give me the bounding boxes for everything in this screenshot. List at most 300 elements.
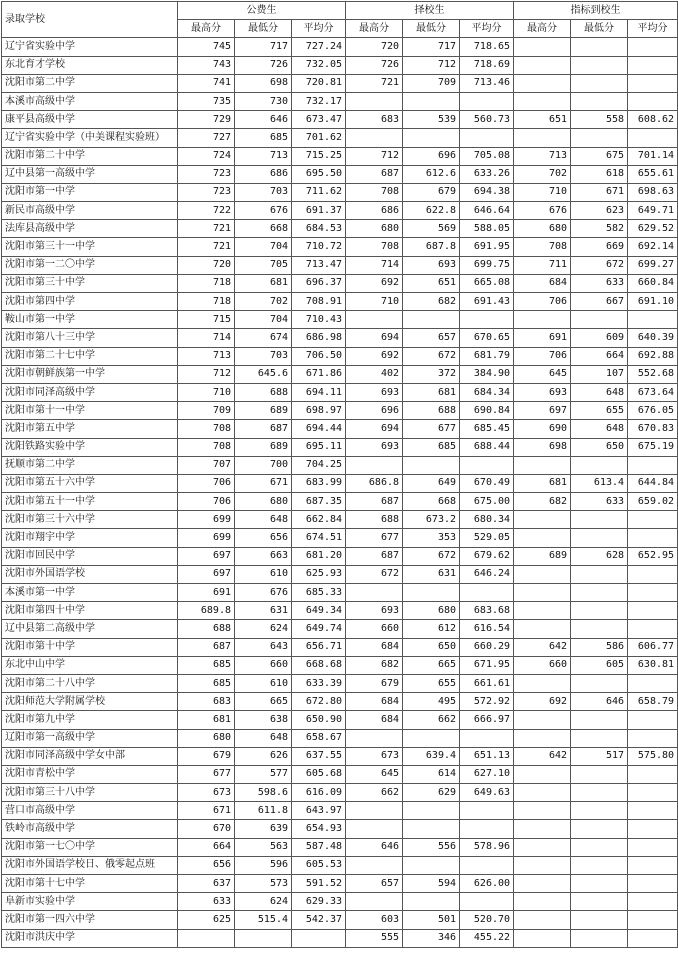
quota-avg-cell: 652.95 [628,547,678,565]
school-name-cell: 沈阳市第二十中学 [2,147,178,165]
quota-avg-cell: 575.80 [628,747,678,765]
public-min-cell: 643 [235,638,292,656]
quota-avg-cell: 698.63 [628,183,678,201]
school-name-cell: 营口市高级中学 [2,802,178,820]
quota-min-cell: 558 [571,111,628,129]
choice-avg-cell: 520.70 [460,911,514,929]
choice-min-cell: 682 [403,293,460,311]
public-min-cell: 676 [235,584,292,602]
choice-avg-cell [460,856,514,874]
public-min-cell: 726 [235,56,292,74]
school-name-cell: 沈阳市第五十六中学 [2,474,178,492]
quota-avg-cell: 691.10 [628,293,678,311]
choice-avg-cell: 691.43 [460,293,514,311]
quota-min-cell: 633 [571,274,628,292]
choice-min-cell: 712 [403,56,460,74]
table-row [2,729,678,747]
public-min-cell: 626 [235,747,292,765]
quota-max-cell: 693 [514,383,571,401]
sub-header-avg: 平均分 [628,20,678,38]
quota-min-cell [571,311,628,329]
quota-min-cell [571,584,628,602]
quota-avg-cell: 606.77 [628,638,678,656]
quota-max-cell [514,38,571,56]
school-name-cell: 沈阳市外国语学校 [2,565,178,583]
choice-avg-cell: 694.38 [460,183,514,201]
choice-min-cell: 649 [403,474,460,492]
table-row [2,765,678,783]
public-min-cell: 687 [235,420,292,438]
public-avg-cell: 701.62 [292,129,346,147]
quota-min-cell: 609 [571,329,628,347]
quota-avg-cell [628,602,678,620]
choice-avg-cell: 572.92 [460,693,514,711]
public-avg-cell: 694.44 [292,420,346,438]
quota-min-cell: 672 [571,256,628,274]
choice-avg-cell: 633.26 [460,165,514,183]
choice-min-cell [403,856,460,874]
choice-min-cell: 650 [403,638,460,656]
choice-max-cell: 677 [346,529,403,547]
public-max-cell: 683 [178,693,235,711]
choice-min-cell: 594 [403,875,460,893]
choice-min-cell: 672 [403,547,460,565]
choice-min-cell: 673.2 [403,511,460,529]
quota-avg-cell [628,893,678,911]
school-name-cell: 沈阳市第五中学 [2,420,178,438]
choice-min-cell: 693 [403,256,460,274]
public-min-cell: 702 [235,293,292,311]
quota-max-cell: 713 [514,147,571,165]
school-name-cell: 沈阳师范大学附属学校 [2,693,178,711]
quota-avg-cell [628,38,678,56]
public-avg-cell: 708.91 [292,293,346,311]
public-avg-cell: 686.98 [292,329,346,347]
public-avg-cell: 616.09 [292,784,346,802]
choice-max-cell: 686.8 [346,474,403,492]
choice-max-cell: 694 [346,420,403,438]
quota-min-cell [571,911,628,929]
quota-min-cell: 623 [571,202,628,220]
quota-max-cell [514,511,571,529]
choice-avg-cell: 616.54 [460,620,514,638]
table-row [2,474,678,492]
public-max-cell: 685 [178,656,235,674]
choice-max-cell: 682 [346,656,403,674]
quota-avg-cell: 699.27 [628,256,678,274]
quota-avg-cell [628,584,678,602]
choice-avg-cell: 649.63 [460,784,514,802]
quota-min-cell [571,893,628,911]
school-name-cell: 沈阳市第十一中学 [2,402,178,420]
choice-min-cell [403,456,460,474]
public-max-cell: 625 [178,911,235,929]
quota-min-cell: 628 [571,547,628,565]
choice-avg-cell: 699.75 [460,256,514,274]
choice-min-cell: 709 [403,74,460,92]
choice-max-cell [346,802,403,820]
quota-max-cell [514,602,571,620]
quota-avg-cell [628,856,678,874]
quota-max-cell: 682 [514,493,571,511]
public-min-cell: 730 [235,92,292,110]
choice-max-cell: 684 [346,638,403,656]
public-min-cell: 689 [235,438,292,456]
choice-max-cell: 693 [346,383,403,401]
public-avg-cell: 658.67 [292,729,346,747]
choice-min-cell [403,311,460,329]
public-avg-cell: 684.53 [292,220,346,238]
quota-max-cell [514,674,571,692]
quota-avg-cell: 658.79 [628,693,678,711]
quota-max-cell: 676 [514,202,571,220]
choice-max-cell: 708 [346,238,403,256]
choice-avg-cell [460,129,514,147]
public-max-cell: 681 [178,711,235,729]
public-avg-cell: 696.37 [292,274,346,292]
quota-max-cell [514,911,571,929]
public-avg-cell: 691.37 [292,202,346,220]
table-row [2,929,678,947]
quota-avg-cell: 644.84 [628,474,678,492]
quota-max-cell: 680 [514,220,571,238]
choice-min-cell [403,802,460,820]
quota-min-cell: 586 [571,638,628,656]
public-avg-cell: 671.86 [292,365,346,383]
public-max-cell: 743 [178,56,235,74]
public-avg-cell: 637.55 [292,747,346,765]
quota-max-cell [514,893,571,911]
table-row [2,584,678,602]
school-name-cell: 东北中山中学 [2,656,178,674]
school-name-cell: 沈阳市第一七〇中学 [2,838,178,856]
quota-min-cell [571,511,628,529]
public-min-cell: 668 [235,220,292,238]
choice-max-cell: 683 [346,111,403,129]
quota-avg-cell [628,875,678,893]
choice-min-cell: 372 [403,365,460,383]
choice-min-cell: 631 [403,565,460,583]
quota-avg-cell [628,838,678,856]
quota-max-cell [514,802,571,820]
quota-avg-cell [628,456,678,474]
school-name-cell: 沈阳铁路实验中学 [2,438,178,456]
quota-avg-cell: 552.68 [628,365,678,383]
public-avg-cell [292,929,346,947]
public-avg-cell: 694.11 [292,383,346,401]
choice-min-cell: 655 [403,674,460,692]
quota-avg-cell: 659.02 [628,493,678,511]
quota-min-cell: 646 [571,693,628,711]
choice-max-cell: 693 [346,438,403,456]
choice-min-cell: 501 [403,911,460,929]
public-max-cell: 712 [178,365,235,383]
table-row [2,220,678,238]
school-name-cell: 辽中县第二高级中学 [2,620,178,638]
table-row [2,438,678,456]
school-name-cell: 沈阳市第二十七中学 [2,347,178,365]
choice-avg-cell [460,456,514,474]
quota-max-cell: 698 [514,438,571,456]
public-min-cell: 645.6 [235,365,292,383]
public-avg-cell: 720.81 [292,74,346,92]
choice-avg-cell: 683.68 [460,602,514,620]
choice-avg-cell: 705.08 [460,147,514,165]
public-min-cell: 703 [235,183,292,201]
choice-avg-cell: 660.29 [460,638,514,656]
quota-avg-cell: 670.83 [628,420,678,438]
choice-avg-cell: 670.65 [460,329,514,347]
quota-avg-cell [628,729,678,747]
group-header-choice: 择校生 [346,2,514,20]
public-max-cell [178,929,235,947]
public-min-cell: 698 [235,74,292,92]
table-row [2,420,678,438]
public-min-cell: 713 [235,147,292,165]
quota-min-cell: 605 [571,656,628,674]
choice-min-cell [403,129,460,147]
choice-min-cell: 696 [403,147,460,165]
choice-min-cell: 495 [403,693,460,711]
public-max-cell: 691 [178,584,235,602]
table-row [2,56,678,74]
public-min-cell: 624 [235,620,292,638]
public-max-cell: 745 [178,38,235,56]
table-row [2,493,678,511]
choice-avg-cell: 665.08 [460,274,514,292]
choice-avg-cell: 713.46 [460,74,514,92]
public-max-cell: 710 [178,383,235,401]
public-max-cell: 721 [178,238,235,256]
quota-avg-cell [628,929,678,947]
public-max-cell: 720 [178,256,235,274]
choice-avg-cell: 560.73 [460,111,514,129]
choice-max-cell: 402 [346,365,403,383]
public-max-cell: 677 [178,765,235,783]
choice-max-cell: 720 [346,38,403,56]
quota-avg-cell: 655.61 [628,165,678,183]
table-row [2,838,678,856]
school-name-cell: 辽中县第一高级中学 [2,165,178,183]
public-max-cell: 723 [178,165,235,183]
public-min-cell: 665 [235,693,292,711]
choice-avg-cell: 651.13 [460,747,514,765]
public-avg-cell: 710.43 [292,311,346,329]
choice-avg-cell [460,729,514,747]
choice-avg-cell: 718.65 [460,38,514,56]
school-name-cell: 康平县高级中学 [2,111,178,129]
school-name-cell: 沈阳市同泽高级中学女中部 [2,747,178,765]
choice-avg-cell [460,893,514,911]
public-min-cell: 610 [235,674,292,692]
choice-avg-cell: 685.45 [460,420,514,438]
choice-min-cell: 662 [403,711,460,729]
sub-header-avg: 平均分 [292,20,346,38]
table-row [2,856,678,874]
choice-avg-cell: 680.34 [460,511,514,529]
quota-max-cell [514,875,571,893]
public-max-cell: 714 [178,329,235,347]
quota-min-cell [571,56,628,74]
public-min-cell: 704 [235,238,292,256]
table-row [2,674,678,692]
quota-min-cell [571,820,628,838]
public-min-cell: 577 [235,765,292,783]
table-row [2,875,678,893]
school-name-cell: 东北育才学校 [2,56,178,74]
quota-max-cell: 711 [514,256,571,274]
public-max-cell: 718 [178,293,235,311]
quota-avg-cell [628,820,678,838]
quota-avg-cell [628,765,678,783]
public-max-cell: 633 [178,893,235,911]
quota-max-cell: 708 [514,238,571,256]
public-min-cell: 681 [235,274,292,292]
choice-max-cell: 645 [346,765,403,783]
choice-min-cell: 622.8 [403,202,460,220]
choice-avg-cell [460,311,514,329]
public-avg-cell: 695.11 [292,438,346,456]
public-min-cell: 610 [235,565,292,583]
quota-min-cell: 667 [571,293,628,311]
public-avg-cell: 732.17 [292,92,346,110]
quota-avg-cell: 676.05 [628,402,678,420]
choice-min-cell [403,893,460,911]
public-avg-cell: 710.72 [292,238,346,256]
public-avg-cell: 713.47 [292,256,346,274]
table-row [2,129,678,147]
public-max-cell: 707 [178,456,235,474]
quota-avg-cell [628,129,678,147]
quota-min-cell: 675 [571,147,628,165]
public-max-cell: 718 [178,274,235,292]
choice-avg-cell: 671.95 [460,656,514,674]
public-max-cell: 709 [178,402,235,420]
quota-avg-cell [628,911,678,929]
choice-max-cell: 686 [346,202,403,220]
public-max-cell: 673 [178,784,235,802]
quota-max-cell: 706 [514,347,571,365]
school-name-cell: 沈阳市第三十中学 [2,274,178,292]
choice-avg-cell: 718.69 [460,56,514,74]
public-min-cell: 676 [235,202,292,220]
school-name-cell: 沈阳市第八十三中学 [2,329,178,347]
quota-max-cell: 706 [514,293,571,311]
quota-avg-cell [628,56,678,74]
choice-max-cell [346,92,403,110]
table-row [2,311,678,329]
choice-max-cell: 657 [346,875,403,893]
choice-avg-cell: 670.49 [460,474,514,492]
table-row [2,784,678,802]
choice-max-cell [346,729,403,747]
public-avg-cell: 605.68 [292,765,346,783]
choice-max-cell: 712 [346,147,403,165]
quota-avg-cell: 701.14 [628,147,678,165]
choice-max-cell [346,893,403,911]
quota-max-cell: 710 [514,183,571,201]
public-max-cell: 706 [178,474,235,492]
school-name-cell: 沈阳市回民中学 [2,547,178,565]
quota-avg-cell [628,784,678,802]
quota-max-cell: 681 [514,474,571,492]
quota-min-cell [571,784,628,802]
quota-max-cell: 684 [514,274,571,292]
quota-min-cell [571,129,628,147]
school-name-cell: 沈阳市第二中学 [2,74,178,92]
public-avg-cell: 629.33 [292,893,346,911]
public-avg-cell: 727.24 [292,38,346,56]
quota-min-cell: 633 [571,493,628,511]
public-avg-cell: 591.52 [292,875,346,893]
quota-min-cell: 655 [571,402,628,420]
quota-avg-cell [628,511,678,529]
choice-avg-cell [460,92,514,110]
public-max-cell: 656 [178,856,235,874]
school-name-cell: 法库县高级中学 [2,220,178,238]
public-max-cell: 699 [178,529,235,547]
quota-min-cell [571,711,628,729]
table-row [2,565,678,583]
choice-min-cell [403,729,460,747]
quota-max-cell [514,456,571,474]
quota-max-cell: 645 [514,365,571,383]
school-name-cell: 抚顺市第二中学 [2,456,178,474]
choice-max-cell: 726 [346,56,403,74]
table-row [2,602,678,620]
sub-header-max: 最高分 [346,20,403,38]
choice-avg-cell: 627.10 [460,765,514,783]
choice-max-cell: 710 [346,293,403,311]
school-name-cell: 沈阳市第三十六中学 [2,511,178,529]
quota-min-cell [571,765,628,783]
choice-max-cell [346,856,403,874]
quota-max-cell [514,529,571,547]
choice-max-cell: 660 [346,620,403,638]
choice-max-cell: 680 [346,220,403,238]
choice-max-cell: 646 [346,838,403,856]
quota-min-cell [571,729,628,747]
public-avg-cell: 706.50 [292,347,346,365]
choice-min-cell: 668 [403,493,460,511]
choice-max-cell: 721 [346,74,403,92]
choice-avg-cell: 666.97 [460,711,514,729]
table-row [2,820,678,838]
quota-avg-cell [628,620,678,638]
public-max-cell: 679 [178,747,235,765]
school-name-cell: 沈阳市第一四六中学 [2,911,178,929]
quota-max-cell [514,620,571,638]
choice-min-cell: 569 [403,220,460,238]
choice-min-cell [403,820,460,838]
school-column-header: 录取学校 [2,2,178,38]
public-max-cell: 671 [178,802,235,820]
public-min-cell: 598.6 [235,784,292,802]
choice-max-cell: 688 [346,511,403,529]
quota-min-cell [571,565,628,583]
public-min-cell: 648 [235,511,292,529]
quota-min-cell: 671 [571,183,628,201]
quota-min-cell [571,856,628,874]
quota-min-cell: 664 [571,347,628,365]
public-min-cell: 648 [235,729,292,747]
choice-max-cell [346,456,403,474]
choice-min-cell: 612 [403,620,460,638]
table-row [2,38,678,56]
group-header-row [2,2,678,20]
table-row [2,256,678,274]
quota-max-cell: 702 [514,165,571,183]
